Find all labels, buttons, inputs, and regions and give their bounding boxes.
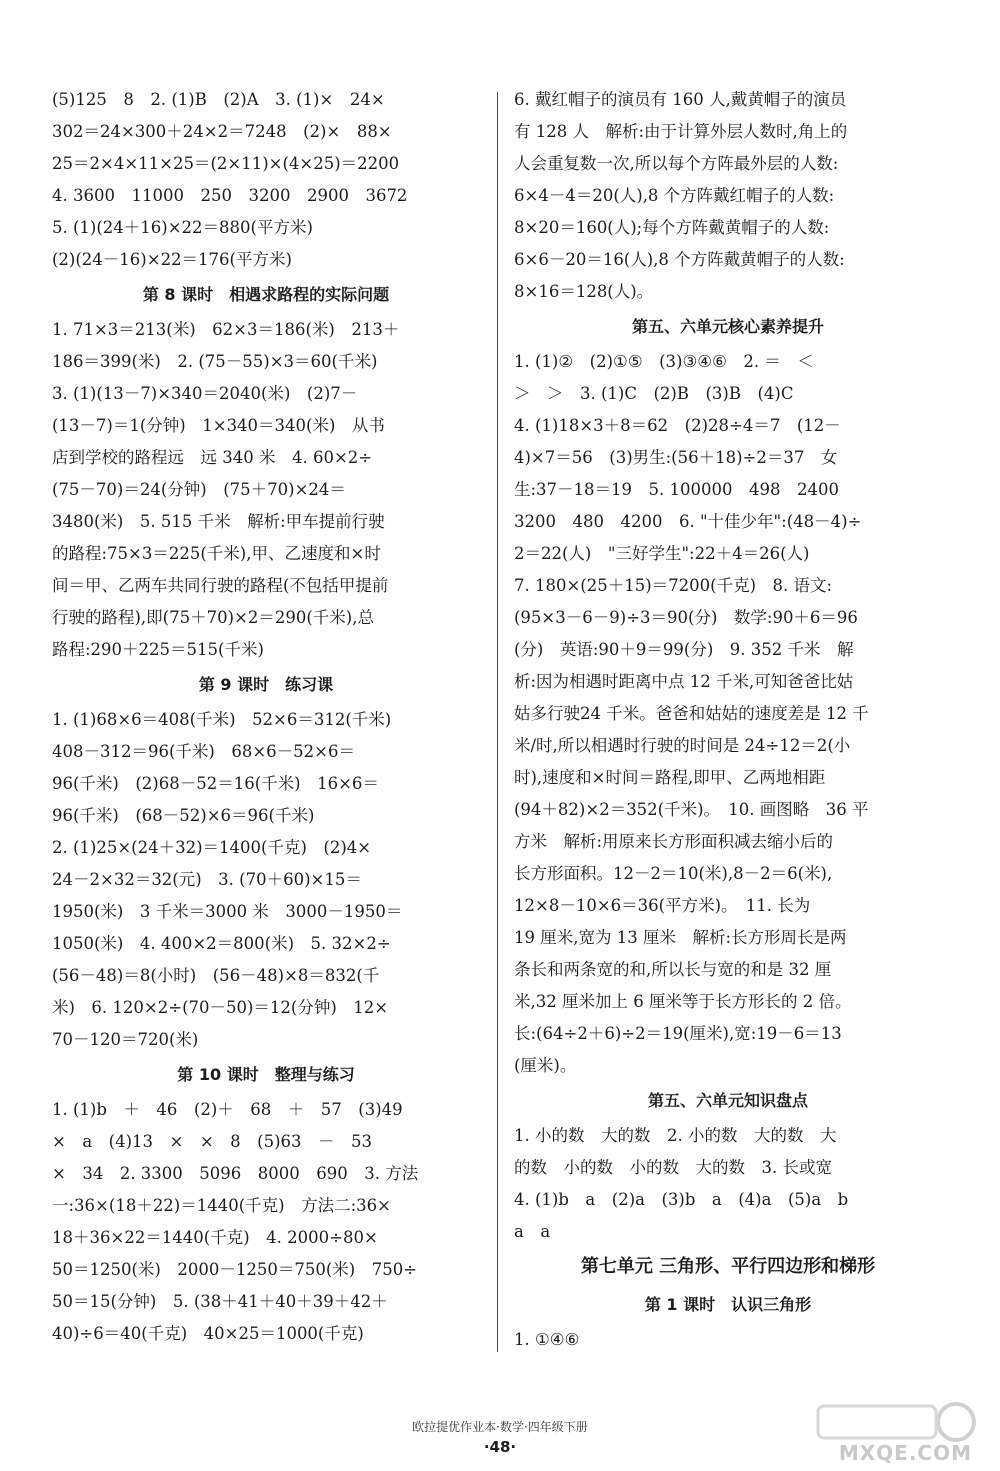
answer-line: × 34 2. 3300 5096 8000 690 3. 方法 [52, 1164, 419, 1183]
answer-line: 的数 小的数 小的数 大的数 3. 长或宽 [514, 1158, 832, 1177]
answer-line: 1. (1)b ＋ 46 (2)＋ 68 ＋ 57 (3)49 [52, 1100, 403, 1119]
answer-line: 70－120＝720(米) [52, 1030, 199, 1049]
answer-line: 米/时,所以相遇时行驶的时间是 24÷12＝2(小 [514, 736, 851, 755]
answer-line: 6×6－20＝16(人),8 个方阵戴黄帽子的人数: [514, 250, 845, 269]
lesson-heading: 第 10 课时 整理与练习 [177, 1065, 355, 1084]
answer-line: 行驶的路程),即(75＋70)×2＝290(千米),总 [52, 608, 374, 627]
lesson-heading: 第五、六单元知识盘点 [647, 1091, 808, 1110]
answer-line: 有 128 人 解析:由于计算外层人数时,角上的 [514, 122, 848, 141]
answer-line: (95×3－6－9)÷3＝90(分) 数学:90＋6＝96 [514, 608, 858, 627]
unit-heading: 第七单元 三角形、平行四边形和梯形 [580, 1256, 876, 1277]
watermark-text: MXQE.COM [838, 1441, 972, 1465]
footer-book-title: 欧拉提优作业本·数学·四年级下册 [412, 1420, 588, 1434]
left-column [52, 84, 480, 1350]
answer-line: 19 厘米,宽为 13 厘米 解析:长方形周长是两 [514, 928, 847, 947]
answer-line: 1. 71×3＝213(米) 62×3＝186(米) 213＋ [52, 320, 400, 339]
answer-line: (分) 英语:90＋9＝99(分) 9. 352 千米 解 [514, 640, 854, 659]
answer-line: 96(千米) (2)68－52＝16(千米) 16×6＝ [52, 774, 379, 793]
answer-line: 12×8－10×6＝36(平方米)。 11. 长为 [514, 896, 811, 915]
answer-line: 3480(米) 5. 515 千米 解析:甲车提前行驶 [52, 512, 385, 531]
answer-line: 1. ①④⑥ [514, 1330, 580, 1349]
answer-line: 25＝2×4×11×25＝(2×11)×(4×25)＝2200 [52, 154, 400, 173]
answer-line: 姑多行驶24 千米。爸爸和姑姑的速度差是 12 千 [514, 704, 869, 723]
lesson-heading: 第 8 课时 相遇求路程的实际问题 [142, 285, 390, 304]
answer-line: 24－2×32＝32(元) 3. (70＋60)×15＝ [52, 870, 362, 889]
answer-line: 5. (1)(24＋16)×22＝880(平方米) [52, 218, 313, 237]
answer-line: 1. (1)② (2)①⑤ (3)③④⑥ 2. ＝ ＜ [514, 352, 814, 371]
answer-line: 7. 180×(25＋15)＝7200(千克) 8. 语文: [514, 576, 833, 595]
answer-line: 4)×7＝56 (3)男生:(56＋18)÷2＝37 女 [514, 448, 838, 467]
answer-line: 生:37－18＝19 5. 100000 498 2400 [514, 480, 840, 499]
answer-line: 2＝22(人) "三好学生":22＋4＝26(人) [514, 544, 810, 563]
lesson-heading: 第 9 课时 练习课 [198, 675, 334, 694]
lesson-heading: 第 1 课时 认识三角形 [644, 1295, 812, 1314]
answer-line: a a [514, 1222, 551, 1241]
answer-line: 96(千米) (68－52)×6＝96(千米) [52, 806, 315, 825]
answer-line: 的路程:75×3＝225(千米),甲、乙速度和×时 [52, 544, 381, 563]
answer-line: 4. 3600 11000 250 3200 2900 3672 [52, 186, 408, 205]
answer-line: (2)(24－16)×22＝176(平方米) [52, 250, 292, 269]
answer-line: 3. (1)(13－7)×340＝2040(米) (2)7－ [52, 384, 358, 403]
answer-line: 1. (1)68×6＝408(千米) 52×6＝312(千米) [52, 710, 392, 729]
answer-line: 4. (1)b a (2)a (3)b a (4)a (5)a b [514, 1190, 849, 1209]
column-divider [497, 92, 498, 1352]
answer-line: 1. 小的数 大的数 2. 小的数 大的数 大 [514, 1126, 837, 1145]
answer-line: 条长和两条宽的和,所以长与宽的和是 32 厘 [514, 960, 832, 979]
answer-line: 18＋36×22＝1440(千克) 4. 2000÷80× [52, 1228, 378, 1247]
answer-line: 6. 戴红帽子的演员有 160 人,戴黄帽子的演员 [514, 90, 847, 109]
answer-line: 一:36×(18＋22)＝1440(千克) 方法二:36× [52, 1196, 391, 1215]
answer-line: ＞ ＞ 3. (1)C (2)B (3)B (4)C [514, 384, 794, 403]
answer-line: 3200 480 4200 6. "十佳少年":(48－4)÷ [514, 512, 862, 531]
answer-line: (5)125 8 2. (1)B (2)A 3. (1)× 24× [52, 90, 385, 109]
answer-line: 1950(米) 3 千米＝3000 米 3000－1950＝ [52, 902, 403, 921]
answer-line: 50＝15(分钟) 5. (38＋41＋40＋39＋42＋ [52, 1292, 388, 1311]
answer-line: 8×20＝160(人);每个方阵戴黄帽子的人数: [514, 218, 830, 237]
answer-line: 店到学校的路程远 远 340 米 4. 60×2÷ [52, 448, 373, 467]
answer-line: 析:因为相遇时距离中点 12 千米,可知爸爸比姑 [514, 672, 854, 691]
answer-line: (56－48)＝8(小时) (56－48)×8＝832(千 [52, 966, 380, 985]
page-number: ·48· [483, 1438, 517, 1456]
answer-line: 8×16＝128(人)。 [514, 282, 654, 301]
answer-line: 50＝1250(米) 2000－1250＝750(米) 750÷ [52, 1260, 418, 1279]
answer-line: 2. (1)25×(24＋32)＝1400(千克) (2)4× [52, 838, 372, 857]
answer-line: 人会重复数一次,所以每个方阵最外层的人数: [514, 154, 839, 173]
answer-line: (厘米)。 [514, 1056, 577, 1075]
answer-line: 长方形面积。12－2＝10(米),8－2＝6(米), [514, 864, 833, 883]
answer-line: 1050(米) 4. 400×2＝800(米) 5. 32×2÷ [52, 934, 391, 953]
answer-line: (75－70)＝24(分钟) (75＋70)×24＝ [52, 480, 346, 499]
answer-line: 米) 6. 120×2÷(70－50)＝12(分钟) 12× [52, 998, 389, 1017]
answer-line: 186＝399(米) 2. (75－55)×3＝60(千米) [52, 352, 378, 371]
answer-line: 4. (1)18×3＋8＝62 (2)28÷4＝7 (12－ [514, 416, 841, 435]
answer-line: 间＝甲、乙两车共同行驶的路程(不包括甲提前 [52, 576, 389, 595]
answer-line: 长:(64÷2＋6)÷2＝19(厘米),宽:19－6＝13 [514, 1024, 842, 1043]
answer-line: 路程:290＋225＝515(千米) [52, 640, 264, 659]
answer-line: 40)÷6＝40(千克) 40×25＝1000(千克) [52, 1324, 364, 1343]
answer-line: 6×4－4＝20(人),8 个方阵戴红帽子的人数: [514, 186, 835, 205]
answer-line: (13－7)＝1(分钟) 1×340＝340(米) 从书 [52, 416, 385, 435]
answer-line: 方米 解析:用原来长方形面积减去缩小后的 [514, 832, 834, 851]
right-column [514, 84, 942, 1356]
answer-line: 408－312＝96(千米) 68×6－52×6＝ [52, 742, 355, 761]
answer-line: 302＝24×300＋24×2＝7248 (2)× 88× [52, 122, 392, 141]
answer-line: × a (4)13 × × 8 (5)63 － 53 [52, 1132, 373, 1151]
answer-line: 米,32 厘米加上 6 厘米等于长方形长的 2 倍。 [514, 992, 852, 1011]
lesson-heading: 第五、六单元核心素养提升 [631, 317, 824, 336]
answer-line: (94＋82)×2＝352(千米)。 10. 画图略 36 平 [514, 800, 869, 819]
answer-line: 时),速度和×时间＝路程,即甲、乙两地相距 [514, 768, 826, 787]
